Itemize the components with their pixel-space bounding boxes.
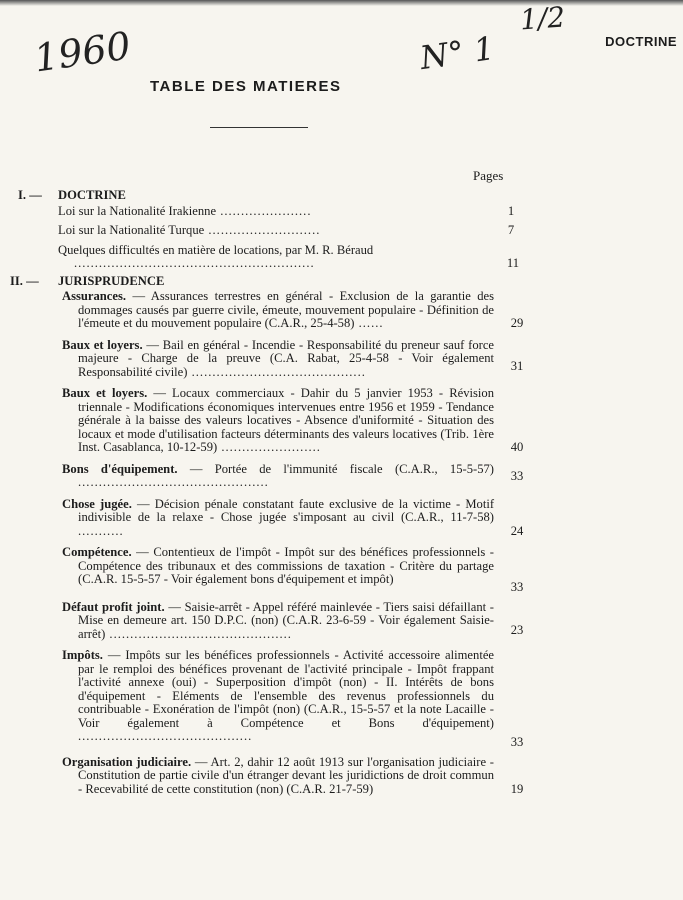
entry-heading: Chose jugée. xyxy=(62,496,132,511)
section-heading xyxy=(0,189,520,203)
handwritten-year: 1960 xyxy=(31,23,134,81)
page-number: 19 xyxy=(510,781,524,796)
jurisprudence-entry xyxy=(62,461,524,490)
entry-heading: Impôts. xyxy=(62,648,103,662)
jurisprudence-entry xyxy=(62,754,524,797)
leader-dots: ...... xyxy=(354,316,384,330)
page-top-edge xyxy=(0,0,683,6)
leader-dots: .......................................... xyxy=(187,364,366,379)
section-name: DOCTRINE xyxy=(58,188,126,202)
page-number: 11 xyxy=(506,256,520,270)
page-number: 33 xyxy=(510,469,524,483)
entry-body: — Portée de l'immunité fiscale (C.A.R., 15-5-57) xyxy=(177,461,494,476)
entry-body: — Décision pénale constatant faute exclusive de la victime - Motif indivisible de la relaxe - Chose jugée s'imposant au civil (C.A.R., 11-7-58) xyxy=(78,496,495,524)
page-number: 1 xyxy=(507,203,515,218)
leader-dots: ............................................ xyxy=(105,626,292,641)
toc-item-text: Quelques difficultés en matière de locations, par M. R. Béraud xyxy=(58,242,374,257)
entry-heading: Baux et loyers. xyxy=(62,337,143,352)
page-number: 33 xyxy=(510,735,524,749)
entry-heading: Assurances. xyxy=(62,289,127,303)
entry-body: — Assurances terrestres en général - Exclusion de la garantie des dommages causés par guerre civile, émeute, mouvement populaire - Définition de l'émeute et du mouvement populaire (C.A.R., 25-4-58) xyxy=(78,289,494,330)
leader-dots: ........................... xyxy=(204,223,321,237)
entry-heading: Organisation judiciaire. xyxy=(62,754,192,769)
entry-heading: Bons d'équipement. xyxy=(62,461,178,476)
page-number: 23 xyxy=(510,622,524,637)
page-number: 31 xyxy=(510,358,524,373)
page-number: 24 xyxy=(510,523,524,538)
leader-dots: .......................................................... xyxy=(74,256,315,270)
title-rule xyxy=(210,127,308,128)
leader-dots: ........... xyxy=(78,523,124,538)
page-number: 7 xyxy=(507,223,515,237)
handwritten-number: N° 1 xyxy=(417,28,497,78)
page-number: 33 xyxy=(510,580,524,594)
entry-body: — Saisie-arrêt - Appel référé mainlevée - Tiers saisi défaillant - Mise en demeure art. 150 D.P.C. (non) (C.A.R. 23-6-59 - Voir également Saisie-arrêt) xyxy=(78,599,495,641)
jurisprudence-entry xyxy=(62,337,524,380)
leader-dots: .......................................... xyxy=(78,729,253,743)
jurisprudence-entry xyxy=(62,545,524,594)
section-heading xyxy=(0,275,520,289)
page-title: TABLE DES MATIERES xyxy=(150,78,342,95)
entry-body: — Art. 2, dahir 12 août 1913 sur l'organisation judiciaire - Constitution de partie civile d'un étranger devant les juridictions de droit commun - Recevabilité de cette constitution (non) (C.A.R. 21-7-59) xyxy=(78,754,495,796)
bleed-through-heading: DOCTRINE xyxy=(605,34,677,49)
leader-dots: ........................ xyxy=(217,440,321,454)
entry-heading: Défaut profit joint. xyxy=(62,599,165,614)
toc-item-text: Loi sur la Nationalité Irakienne xyxy=(58,203,217,218)
entry-body: — Locaux commerciaux - Dahir du 5 janvier 1953 - Révision triennale - Modifications économiques intervenues entre 1956 et 1959 - Tendance générale à la baisse des valeurs locatives - Absence d'uniformité - Situation des locaux et mode d'utilisation facteurs déterminants des valeurs locatives (Trib. 1ère Inst. Casablanca, 10-12-59) xyxy=(78,386,494,454)
pages-column-header: Pages xyxy=(473,168,504,183)
section-numeral: II. — xyxy=(10,273,39,288)
entry-heading: Baux et loyers. xyxy=(62,386,148,400)
jurisprudence-entry xyxy=(62,496,524,539)
section-name: JURISPRUDENCE xyxy=(58,273,165,288)
entry-heading: Compétence. xyxy=(62,545,132,559)
page-number: 29 xyxy=(510,316,524,330)
toc-item xyxy=(58,203,515,219)
jurisprudence-entry xyxy=(62,289,524,331)
entry-body: — Bail en général - Incendie - Responsabilité du preneur sauf force majeure - Charge de la preuve (C.A. Rabat, 25-4-58 - Voir également Responsabilité civile) xyxy=(78,337,494,379)
toc-item-text: Loi sur la Nationalité Turque xyxy=(58,223,205,237)
table-of-contents xyxy=(0,186,524,796)
page-number: 40 xyxy=(510,440,524,454)
handwritten-fraction: 1/2 xyxy=(518,0,567,37)
section-numeral: I. — xyxy=(18,188,42,202)
jurisprudence-entry xyxy=(62,386,524,455)
jurisprudence-entry xyxy=(62,599,524,642)
jurisprudence-entry xyxy=(62,648,524,749)
leader-dots: ...................... xyxy=(216,203,312,218)
toc-item xyxy=(58,223,515,238)
toc-item xyxy=(58,242,520,271)
leader-dots: .............................................. xyxy=(78,475,269,489)
entry-body: — Contentieux de l'impôt - Impôt sur des bénéfices professionnels - Compétence des tribunaux et des commissions de taxation - Critère du partage (C.A.R. 15-5-57 - Voir également bons d'équipement et impôt) xyxy=(78,545,494,586)
entry-body: — Impôts sur les bénéfices professionnels - Activité accessoire alimentée par le remploi des bénéfices provenant de l'activité principale - Impôt frappant l'activité annexe (oui) - Superposition d'impôt (non) - II. Intérêts de bons d'équipement - Eléments de l'ensemble des revenus professionnels du contribuable - Exonération de l'impôt (non) (C.A.R., 15-5-57 et la note Lacaille - Voir également à Compétence et Bons d'équipement) xyxy=(78,648,494,730)
